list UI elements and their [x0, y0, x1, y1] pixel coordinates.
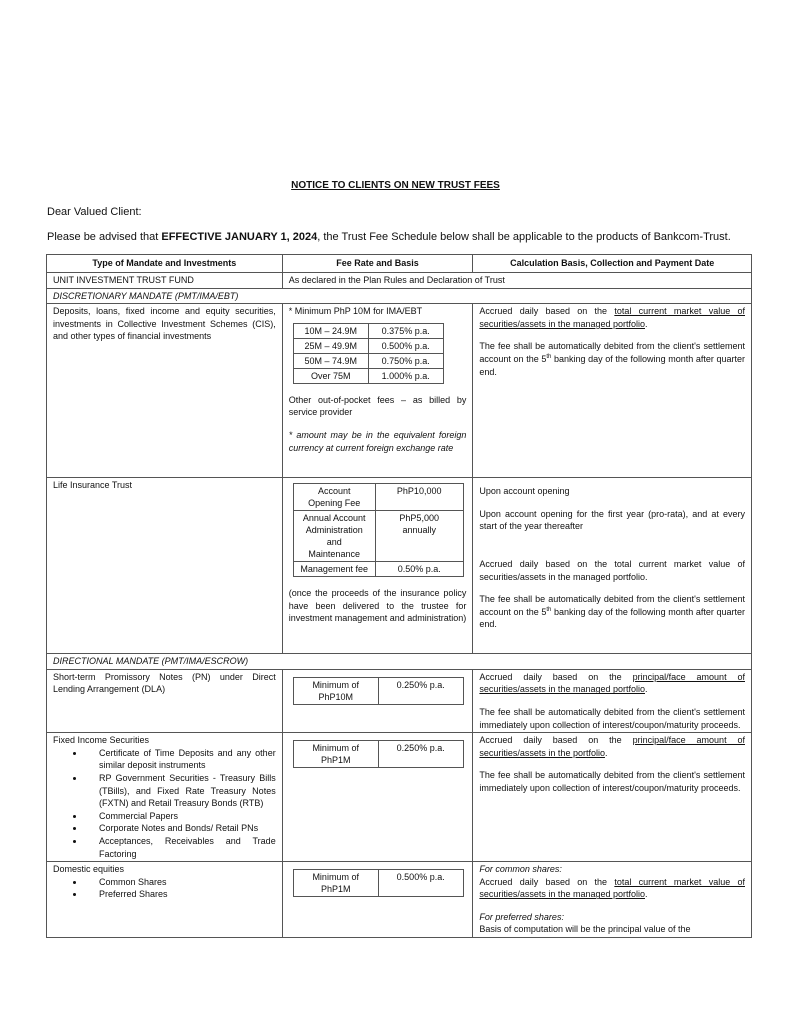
life-fee-note: (once the proceeds of the insurance policy have been delivered to the trustee for investment management and administration): [288, 588, 467, 624]
list-item: • Acceptances, Receivables and Trade Factoring: [85, 835, 276, 860]
tier-rate: 0.375% p.a.: [368, 323, 443, 338]
table-header-row: [47, 255, 752, 273]
min-label: Minimum of PhP1M: [293, 741, 378, 768]
list-item: • Certificate of Time Deposits and any other similar deposit instruments: [85, 747, 276, 772]
tier-row: [293, 368, 443, 383]
fee-value: PhP10,000: [375, 484, 463, 511]
list-item: • RP Government Securities - Treasury Bills (TBills), and Fixed Rate Treasury Notes (FXTN) and Retail Treasury Bonds (RTB): [85, 772, 276, 810]
equities-fee: [282, 862, 473, 938]
min-label: Minimum of PhP1M: [293, 870, 378, 897]
fee-row: [293, 677, 463, 704]
fee-value: 0.50% p.a.: [375, 562, 463, 577]
accrual-suffix: .: [645, 889, 648, 900]
equities-type: [47, 862, 283, 938]
fx-note: * amount may be in the equivalent foreign currency at current foreign exchange rate: [288, 429, 467, 453]
fee-row: [293, 741, 463, 768]
table-row: [47, 733, 752, 862]
table-row: [47, 273, 752, 289]
debit-text: [479, 340, 745, 378]
preferred-text: Basis of computation will be the principal value of the: [479, 924, 691, 935]
accrual-text: [479, 876, 745, 901]
fee-label: Management fee: [293, 562, 375, 577]
tier-range: Over 75M: [293, 368, 368, 383]
accrual-prefix: Accrued daily based on the: [479, 876, 615, 887]
deposits-calc: [473, 304, 752, 478]
fee-row: [293, 511, 463, 562]
debit-b: banking day of the following month after quarter end.: [479, 606, 745, 630]
fee-row: [293, 562, 463, 577]
intro-paragraph: [47, 231, 731, 243]
fee-value: PhP5,000 annually: [375, 511, 463, 562]
section-discretionary: DISCRETIONARY MANDATE (PMT/IMA/EBT): [47, 288, 752, 304]
tier-rate: 1.000% p.a.: [368, 368, 443, 383]
table-row: [47, 862, 752, 938]
debit-a: The fee shall be automatically debited from the client's settlement account on the 5: [479, 341, 745, 364]
common-heading: For common shares:: [479, 864, 562, 875]
debit-sup: th: [546, 353, 552, 360]
fixed-income-min-table: [293, 740, 464, 768]
fixed-income-title: Fixed Income Securities: [53, 735, 150, 746]
uitf-type: UNIT INVESTMENT TRUST FUND: [47, 273, 283, 289]
pn-min-table: [293, 677, 464, 705]
tier-range: 10M – 24.9M: [293, 323, 368, 338]
accrual-suffix: .: [645, 318, 648, 329]
spacer: [289, 384, 467, 394]
tier-rate: 0.500% p.a.: [368, 338, 443, 353]
life-fee-table: [293, 483, 464, 577]
equities-min-table: [293, 869, 464, 897]
fee-label: Account Opening Fee: [293, 484, 375, 511]
spacer: [289, 577, 467, 587]
fixed-income-calc: [473, 733, 752, 862]
spacer: [479, 696, 745, 706]
fixed-income-fee: [282, 733, 473, 862]
list-item: • Corporate Notes and Bonds/ Retail PNs: [85, 822, 276, 835]
tier-rate: 0.750% p.a.: [368, 353, 443, 368]
section-row: [47, 288, 752, 304]
intro-prefix: Please be advised that: [47, 231, 162, 243]
equities-calc: [473, 862, 752, 938]
other-fees: Other out-of-pocket fees – as billed by service provider: [288, 394, 467, 418]
accrual-basis: principal/face amount of securities/assets in the portfolio: [479, 735, 745, 758]
table-row: [47, 304, 752, 478]
pn-type: Short-term Promissory Notes (PN) under Direct Lending Arrangement (DLA): [47, 669, 283, 732]
debit-text: [479, 593, 745, 631]
fee-label: Annual Account Administration and Maintenance: [293, 511, 375, 562]
debit-a: The fee shall be automatically debited from the client's settlement account on the 5: [479, 594, 745, 617]
header-calc: Calculation Basis, Collection and Payment Date: [473, 255, 752, 273]
table-row: [47, 669, 752, 732]
table-row: [47, 478, 752, 654]
spacer: [479, 759, 745, 769]
section-row: [47, 654, 752, 670]
calc-opening: Upon account opening: [479, 486, 570, 497]
spacer: [479, 901, 745, 911]
spacer: [289, 419, 467, 429]
calc-accrual: Accrued daily based on the total current market value of securities/assets in the managed portfolio.: [479, 558, 745, 582]
spacer: [479, 583, 745, 593]
accrual-basis: total current market value of securities/assets in the managed portfolio: [479, 306, 745, 329]
deposits-fee-intro: * Minimum PhP 10M for IMA/EBT: [288, 306, 423, 317]
tier-range: 25M – 49.9M: [293, 338, 368, 353]
accrual-basis: total current market value of securities/assets in the managed portfolio: [479, 876, 745, 900]
fixed-income-list: [53, 747, 276, 860]
accrual-prefix: Accrued daily based on the: [479, 735, 633, 746]
list-item: • Common Shares: [85, 876, 276, 889]
header-fee: Fee Rate and Basis: [282, 255, 473, 273]
min-rate: 0.250% p.a.: [378, 677, 463, 704]
fixed-income-type: [47, 733, 283, 862]
life-calc: [473, 478, 752, 654]
min-label: Minimum of PhP10M: [293, 677, 378, 704]
debit-sup: th: [546, 606, 552, 613]
list-item: • Preferred Shares: [85, 888, 276, 901]
deposits-fee: [282, 304, 473, 478]
equities-title: Domestic equities: [53, 864, 125, 875]
life-fee: [282, 478, 473, 654]
header-type: Type of Mandate and Investments: [47, 255, 283, 273]
accrual-prefix: Accrued daily based on the: [479, 306, 615, 317]
preferred-heading: For preferred shares:: [479, 911, 564, 922]
min-rate: 0.250% p.a.: [378, 741, 463, 768]
accrual-text: [479, 734, 745, 759]
deposits-type: Deposits, loans, fixed income and equity securities, investments in Collective Investment Schemes (CIS), and other types of financial investments: [47, 304, 283, 478]
debit-text: The fee shall be automatically debited from the client's settlement immediately upon collection of interest/coupon/maturity proceeds.: [479, 706, 745, 730]
uitf-fee: As declared in the Plan Rules and Declaration of Trust: [282, 273, 751, 289]
calc-annual: Upon account opening for the first year (pro-rata), and at every start of the year thereafter: [479, 508, 745, 532]
life-type: Life Insurance Trust: [47, 478, 283, 654]
section-directional: DIRECTIONAL MANDATE (PMT/IMA/ESCROW): [47, 654, 752, 670]
tier-row: [293, 338, 443, 353]
accrual-text: [479, 305, 745, 330]
min-rate: 0.500% p.a.: [378, 870, 463, 897]
spacer: [479, 498, 745, 508]
tier-row: [293, 353, 443, 368]
debit-b: banking day of the following month after quarter end.: [479, 353, 745, 377]
tier-table: [293, 323, 444, 384]
fee-row: [293, 484, 463, 511]
tier-row: [293, 323, 443, 338]
spacer: [479, 330, 745, 340]
tier-range: 50M – 74.9M: [293, 353, 368, 368]
accrual-suffix: .: [604, 747, 608, 758]
fee-row: [293, 870, 463, 897]
pn-calc: [473, 669, 752, 732]
intro-suffix: , the Trust Fee Schedule below shall be applicable to the products of Bankcom-Trust.: [317, 231, 731, 243]
list-item: • Commercial Papers: [85, 810, 276, 823]
accrual-basis: principal/face amount of securities/assets in the managed portfolio: [479, 671, 745, 695]
pn-fee: [282, 669, 473, 732]
effective-date: EFFECTIVE JANUARY 1, 2024: [161, 231, 318, 243]
trust-fee-table: [46, 254, 752, 938]
accrual-text: [479, 671, 745, 696]
accrual-prefix: Accrued daily based on the: [479, 671, 633, 682]
salutation: Dear Valued Client:: [47, 206, 142, 218]
equities-list: [53, 876, 276, 901]
debit-text: The fee shall be automatically debited from the client's settlement immediately upon collection of interest/coupon/maturity proceeds.: [479, 770, 745, 793]
accrual-suffix: .: [645, 684, 648, 695]
notice-title: NOTICE TO CLIENTS ON NEW TRUST FEES: [291, 180, 500, 191]
